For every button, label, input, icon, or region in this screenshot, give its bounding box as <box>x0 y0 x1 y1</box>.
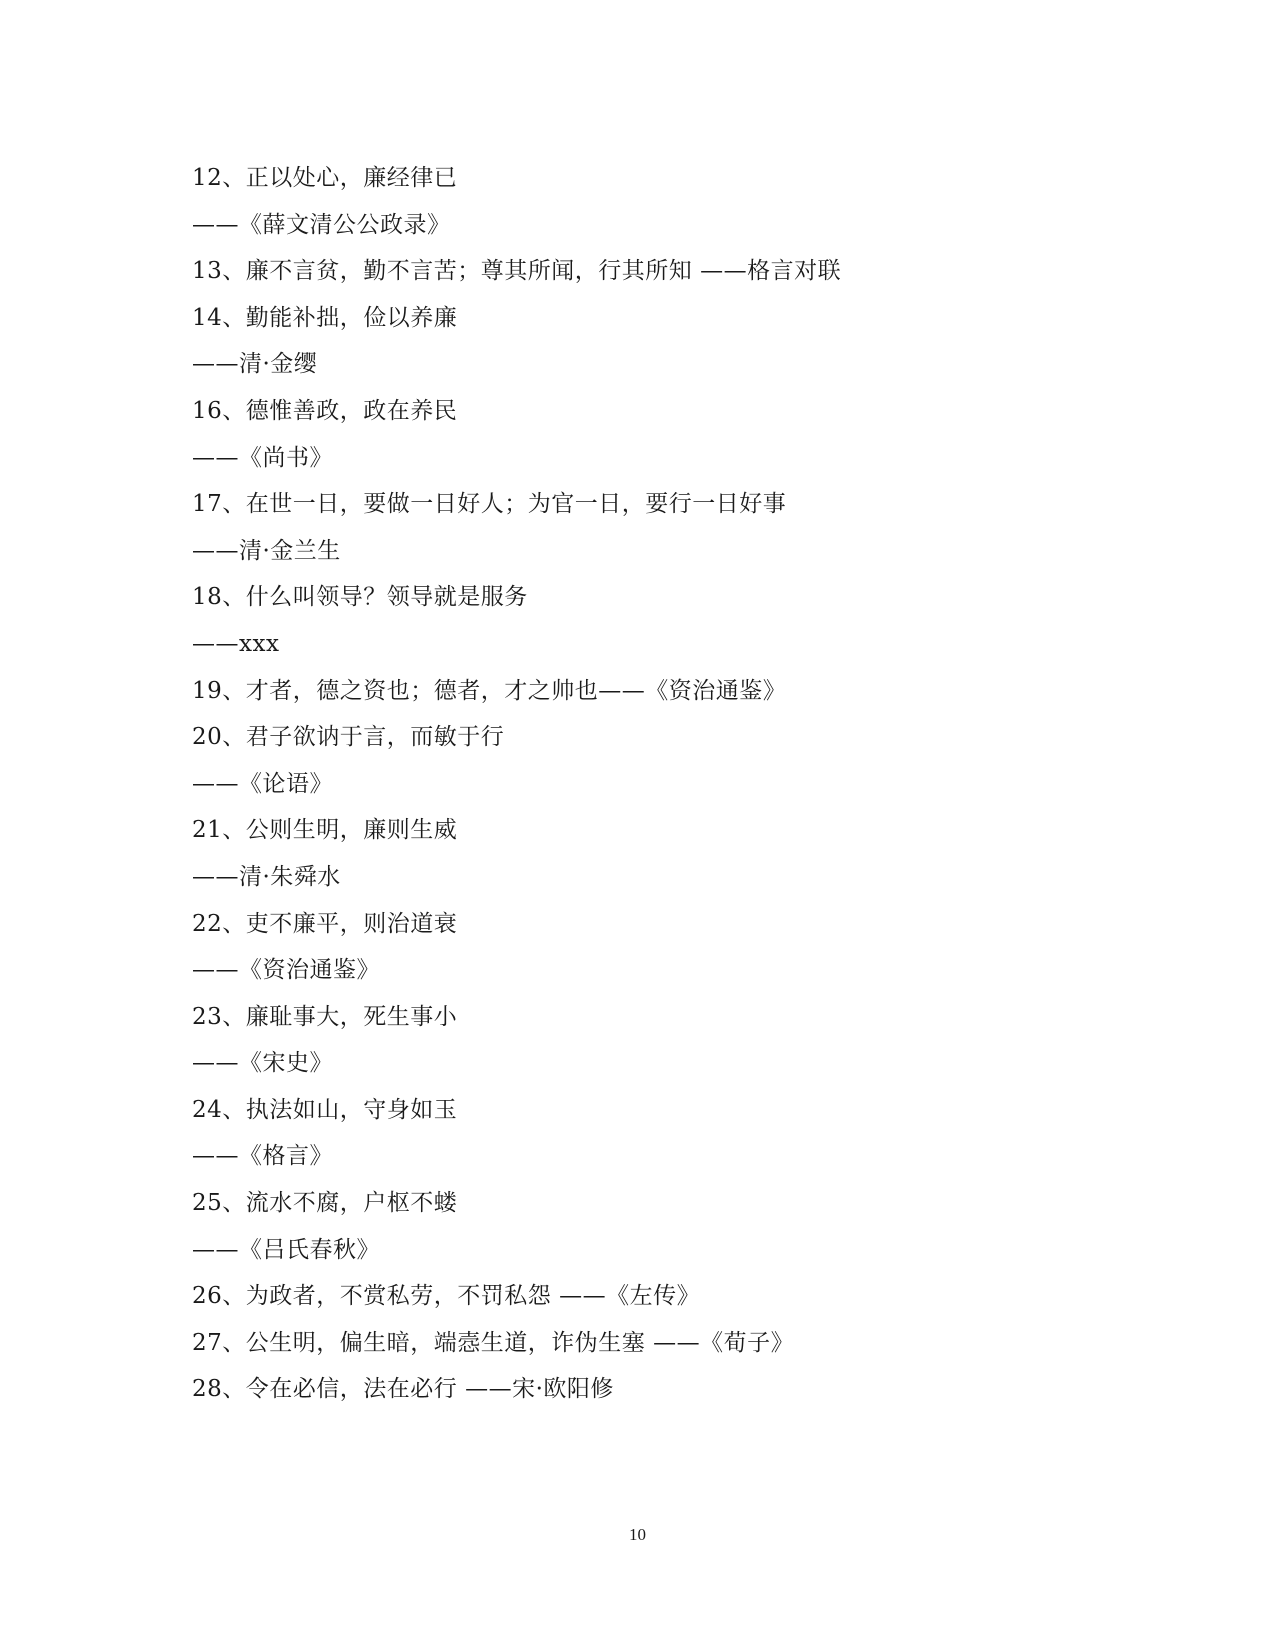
quote-line: 19、才者，德之资也；德者，才之帅也——《资治通鉴》 <box>192 677 787 704</box>
quote-line: 21、公则生明，廉则生威 <box>192 817 458 844</box>
quote-line: 16、德惟善政，政在养民 <box>192 397 458 424</box>
quote-source: ——《论语》 <box>192 770 333 797</box>
quote-line: 27、公生明，偏生暗，端悫生道，诈伪生塞 ——《荀子》 <box>192 1329 795 1356</box>
quote-line: 26、为政者，不赏私劳，不罚私怨 ——《左传》 <box>192 1283 701 1310</box>
quote-source: ——《尚书》 <box>192 444 333 471</box>
quote-source: ——清·朱舜水 <box>192 863 341 890</box>
quote-line: 23、廉耻事大，死生事小 <box>192 1003 458 1030</box>
quote-source: ——《宋史》 <box>192 1050 333 1077</box>
quote-line: 17、在世一日，要做一日好人；为官一日，要行一日好事 <box>192 491 787 518</box>
quote-list <box>192 155 1092 1413</box>
quote-line: 28、令在必信，法在必行 ——宋·欧阳修 <box>192 1376 614 1403</box>
quote-source: ——《薛文清公公政录》 <box>192 211 451 238</box>
quote-source: ——清·金兰生 <box>192 537 341 564</box>
quote-line: 12、正以处心，廉经律已 <box>192 165 458 191</box>
quote-source: ——《资治通鉴》 <box>192 957 380 984</box>
quote-line: 20、君子欲讷于言，而敏于行 <box>192 724 505 751</box>
quote-source: ——《格言》 <box>192 1143 333 1170</box>
quote-line: 13、廉不言贫，勤不言苦；尊其所闻，行其所知 ——格言对联 <box>192 258 842 285</box>
quote-line: 18、什么叫领导？领导就是服务 <box>192 584 528 611</box>
quote-source: ——《吕氏春秋》 <box>192 1236 380 1263</box>
quote-source: ——xxx <box>192 630 280 657</box>
quote-source: ——清·金缨 <box>192 351 318 378</box>
quote-line: 24、执法如山，守身如玉 <box>192 1096 458 1123</box>
quote-line: 22、吏不廉平，则治道衰 <box>192 910 458 937</box>
quote-line: 25、流水不腐，户枢不蝼 <box>192 1190 458 1217</box>
quote-line: 14、勤能补拙，俭以养廉 <box>192 304 458 331</box>
page-number: 10 <box>629 1525 646 1544</box>
